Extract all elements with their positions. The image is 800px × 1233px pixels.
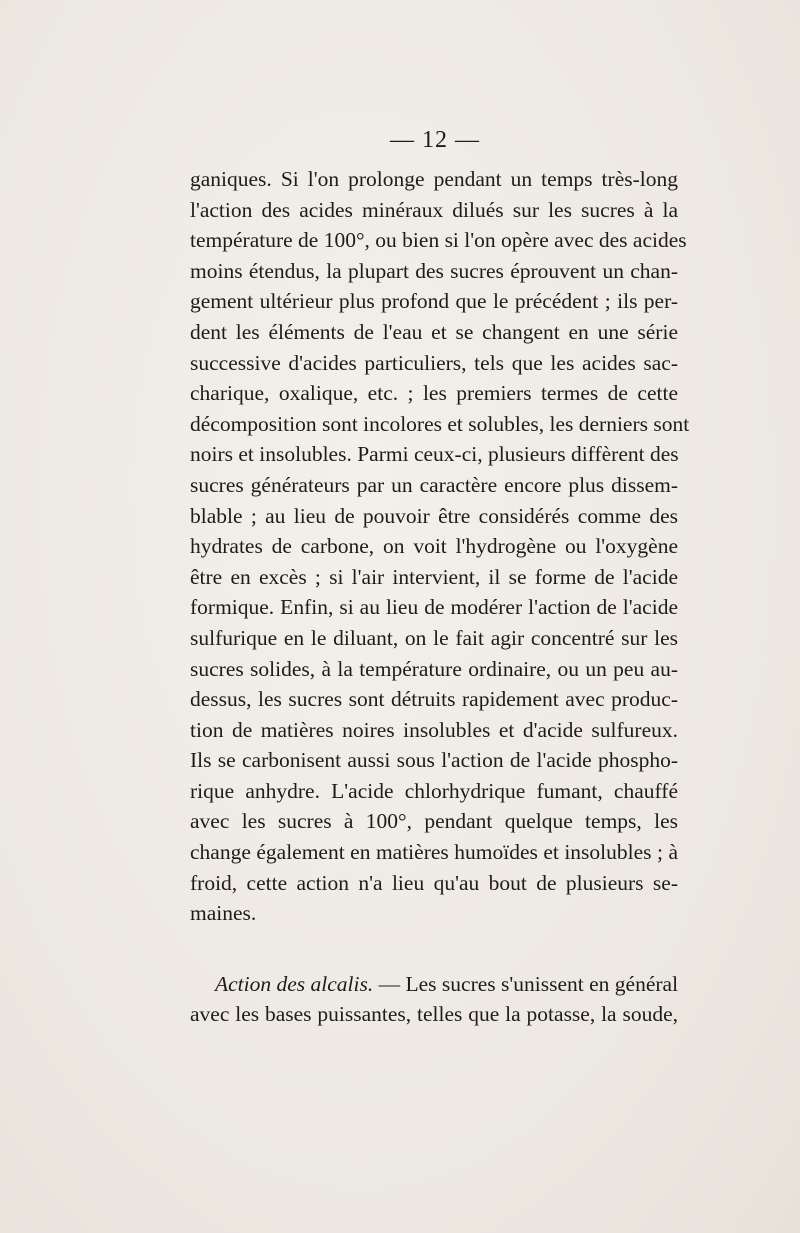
text-run: — Les sucres s'unissent en général — [373, 971, 679, 996]
section-heading: Action des alcalis. — [215, 971, 374, 996]
body-text — [190, 164, 690, 1030]
text-line: avec les sucres à 100°, pendant quelque temps, les — [190, 809, 678, 834]
text-line: tion de matières noires insolubles et d'acide sulfureux. — [190, 717, 678, 742]
text-line: température de 100°, ou bien si l'on opère avec des acides — [190, 228, 687, 253]
text-line: formique. Enfin, si au lieu de modérer l'action de l'acide — [190, 595, 678, 620]
text-line: sulfurique en le diluant, on le fait agir concentré sur les — [190, 625, 678, 650]
paragraph-gap — [190, 929, 678, 969]
text-line: l'action des acides minéraux dilués sur les sucres à la — [190, 197, 678, 222]
text-line: successive d'acides particuliers, tels que les acides sac- — [190, 350, 678, 375]
text-line: être en excès ; si l'air intervient, il se forme de l'acide — [190, 564, 678, 589]
text-line: décomposition sont incolores et solubles, les derniers sont — [190, 411, 690, 436]
text-line: noirs et insolubles. Parmi ceux-ci, plusieurs diffèrent des — [190, 442, 679, 467]
paragraph-2 — [190, 969, 678, 1030]
text-line: avec les bases puissantes, telles que la potasse, la soude, — [190, 1002, 678, 1027]
text-line: dessus, les sucres sont détruits rapidement avec produc- — [190, 687, 678, 712]
text-line: froid, cette action n'a lieu qu'au bout de plusieurs se- — [190, 870, 678, 895]
text-line: sucres solides, à la température ordinaire, ou un peu au- — [190, 656, 678, 681]
text-line: charique, oxalique, etc. ; les premiers termes de cette — [190, 381, 678, 406]
text-line: sucres générateurs par un caractère encore plus dissem- — [190, 472, 678, 497]
text-line: moins étendus, la plupart des sucres éprouvent un chan- — [190, 258, 678, 283]
text-line: gement ultérieur plus profond que le précédent ; ils per- — [190, 289, 678, 314]
text-line — [190, 969, 678, 1000]
text-line: ganiques. Si l'on prolonge pendant un temps très-long — [190, 167, 678, 191]
text-line: Ils se carbonisent aussi sous l'action de l'acide phospho- — [190, 748, 678, 773]
paragraph-1 — [190, 164, 690, 929]
text-line: blable ; au lieu de pouvoir être considérés comme des — [190, 503, 678, 528]
text-line: change également en matières humoïdes et insolubles ; à — [190, 840, 678, 865]
text-line: rique anhydre. L'acide chlorhydrique fumant, chauffé — [190, 778, 678, 803]
text-line: hydrates de carbone, on voit l'hydrogène ou l'oxygène — [190, 534, 678, 559]
page-number: — 12 — — [390, 127, 480, 153]
text-line: maines. — [190, 901, 257, 926]
text-line: dent les éléments de l'eau et se changent en une série — [190, 319, 678, 344]
